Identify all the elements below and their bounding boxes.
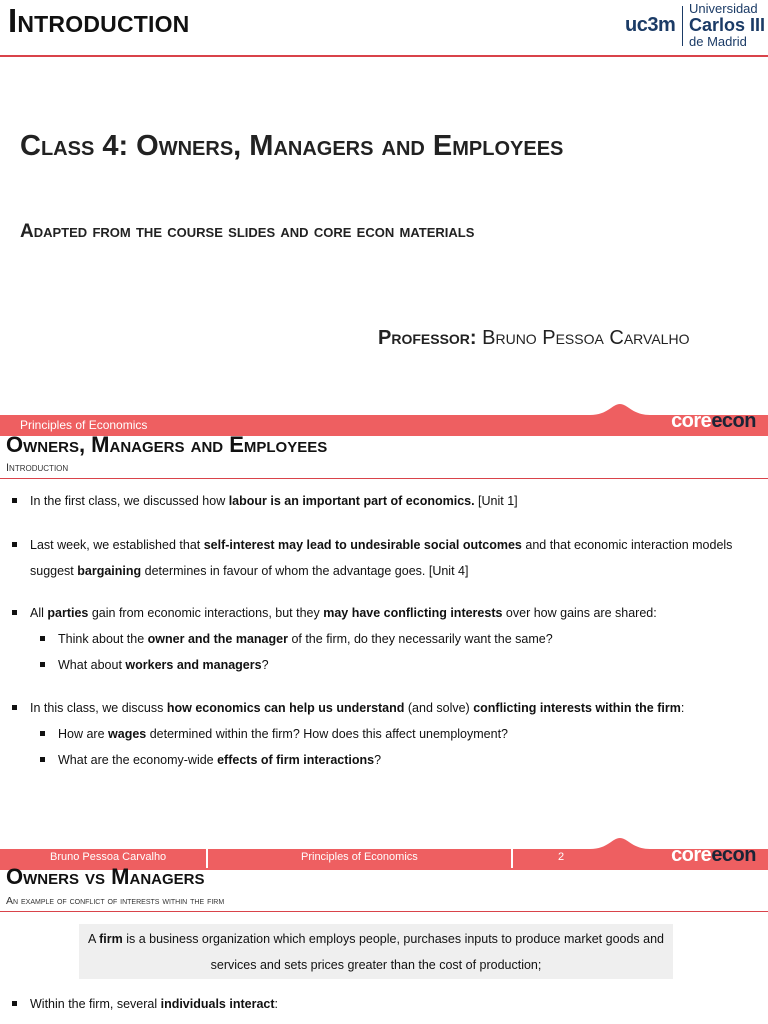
professor-line (378, 327, 689, 350)
brand-core: core (671, 844, 712, 866)
bullet-text: Within the firm, several (30, 997, 161, 1011)
bullet-item (12, 695, 752, 721)
brand-econ: econ (711, 410, 756, 432)
bullet-text: Think about the (58, 632, 148, 646)
definition-text: is a business organization which employs people, purchases inputs to produce market goods and services and sets prices greater than the cost of production; (122, 932, 665, 972)
university-line2: Carlos III (689, 15, 766, 35)
bullet-text: ? (374, 753, 382, 767)
title-rule (0, 911, 768, 912)
title-rule (0, 55, 768, 57)
sub-bullet-item (40, 721, 740, 747)
footer-author: Bruno Pessoa Carvalho (50, 851, 167, 863)
professor-label: Professor: (378, 327, 477, 349)
sub-bullet-item (40, 747, 740, 773)
university-name (689, 2, 765, 48)
footer-divider (206, 846, 208, 868)
slide-title: Owners, Managers and Employees (6, 432, 328, 457)
logo-divider (682, 6, 683, 46)
bullet-text: How are (58, 727, 109, 741)
bullet-text: In this class, we discuss (30, 701, 167, 715)
banner-wave-icon (590, 404, 650, 436)
footer-divider (511, 846, 513, 868)
slide-subtitle: Introduction (6, 462, 69, 474)
bullet-text: of the firm, do they necessarily want the same? (287, 632, 553, 646)
bullet-text: What are the economy-wide (58, 753, 218, 767)
bullet-emphasis: bargaining (77, 564, 142, 578)
bullet-emphasis: labour is an important part of economics. (228, 494, 475, 508)
bullet-text: (and solve) (404, 701, 474, 715)
bullet-text: ? (261, 658, 269, 672)
firm-definition-box (79, 924, 673, 979)
slide-title: Owners vs Managers (6, 864, 205, 889)
bullet-emphasis: parties (47, 606, 89, 620)
bullet-text: What about (58, 658, 126, 672)
bullet-text: [Unit 1] (474, 494, 518, 508)
bullet-emphasis: individuals interact (160, 997, 275, 1011)
bullet-emphasis: owner and the manager (147, 632, 288, 646)
banner-wave-icon (590, 838, 650, 870)
bullet-text: determined within the firm? How does this affect unemployment? (146, 727, 509, 741)
bullet-text: All (30, 606, 48, 620)
definition-text: A (87, 932, 100, 946)
bullet-emphasis: effects of firm interactions (217, 753, 375, 767)
bullet-text: In the first class, we discussed how (30, 494, 229, 508)
bullet-emphasis: workers and managers (125, 658, 262, 672)
bullet-item (12, 600, 752, 626)
footer-page-number: 2 (558, 851, 565, 863)
sub-bullet-item (40, 626, 740, 652)
bullet-text: Last week, we established that (30, 538, 204, 552)
bullet-text: : (274, 997, 278, 1011)
definition-term: firm (99, 932, 123, 946)
slide-subtitle: An example of conflict of interests within the firm (6, 895, 225, 907)
title-rule (0, 478, 768, 479)
bullet-emphasis: conflicting interests within the firm (473, 701, 681, 715)
brand-econ: econ (711, 844, 756, 866)
class-title: Class 4: Owners, Managers and Employees (20, 130, 564, 162)
bullet-text: gain from economic interactions, but they (88, 606, 324, 620)
bullet-emphasis: wages (108, 727, 147, 741)
sub-bullet-item (40, 652, 740, 678)
bullet-text: and that economic interaction models suggest (30, 538, 733, 578)
uc3m-logo: uc3m (625, 14, 676, 36)
adapted-subtitle: Adapted from the course slides and core econ materials (20, 221, 475, 242)
coreecon-logo (671, 844, 756, 867)
bullet-item (12, 532, 752, 584)
bullet-emphasis: self-interest may lead to undesirable social outcomes (203, 538, 522, 552)
bullet-item (12, 991, 752, 1017)
coreecon-logo (671, 410, 756, 433)
bullet-text: : (680, 701, 685, 715)
bullet-item (12, 488, 752, 514)
bullet-text: determines in favour of whom the advantage goes. [Unit 4] (141, 564, 469, 578)
brand-core: core (671, 410, 712, 432)
slide-title: Introduction (8, 2, 190, 39)
university-line3: de Madrid (689, 34, 747, 49)
footer-course: Principles of Economics (301, 851, 418, 863)
bullet-text: over how gains are shared: (502, 606, 657, 620)
bullet-emphasis: how economics can help us understand (166, 701, 405, 715)
bullet-emphasis: may have conflicting interests (323, 606, 503, 620)
professor-name: Bruno Pessoa Carvalho (482, 327, 690, 349)
university-line1: Universidad (689, 1, 758, 16)
course-label: Principles of Economics (20, 418, 148, 432)
